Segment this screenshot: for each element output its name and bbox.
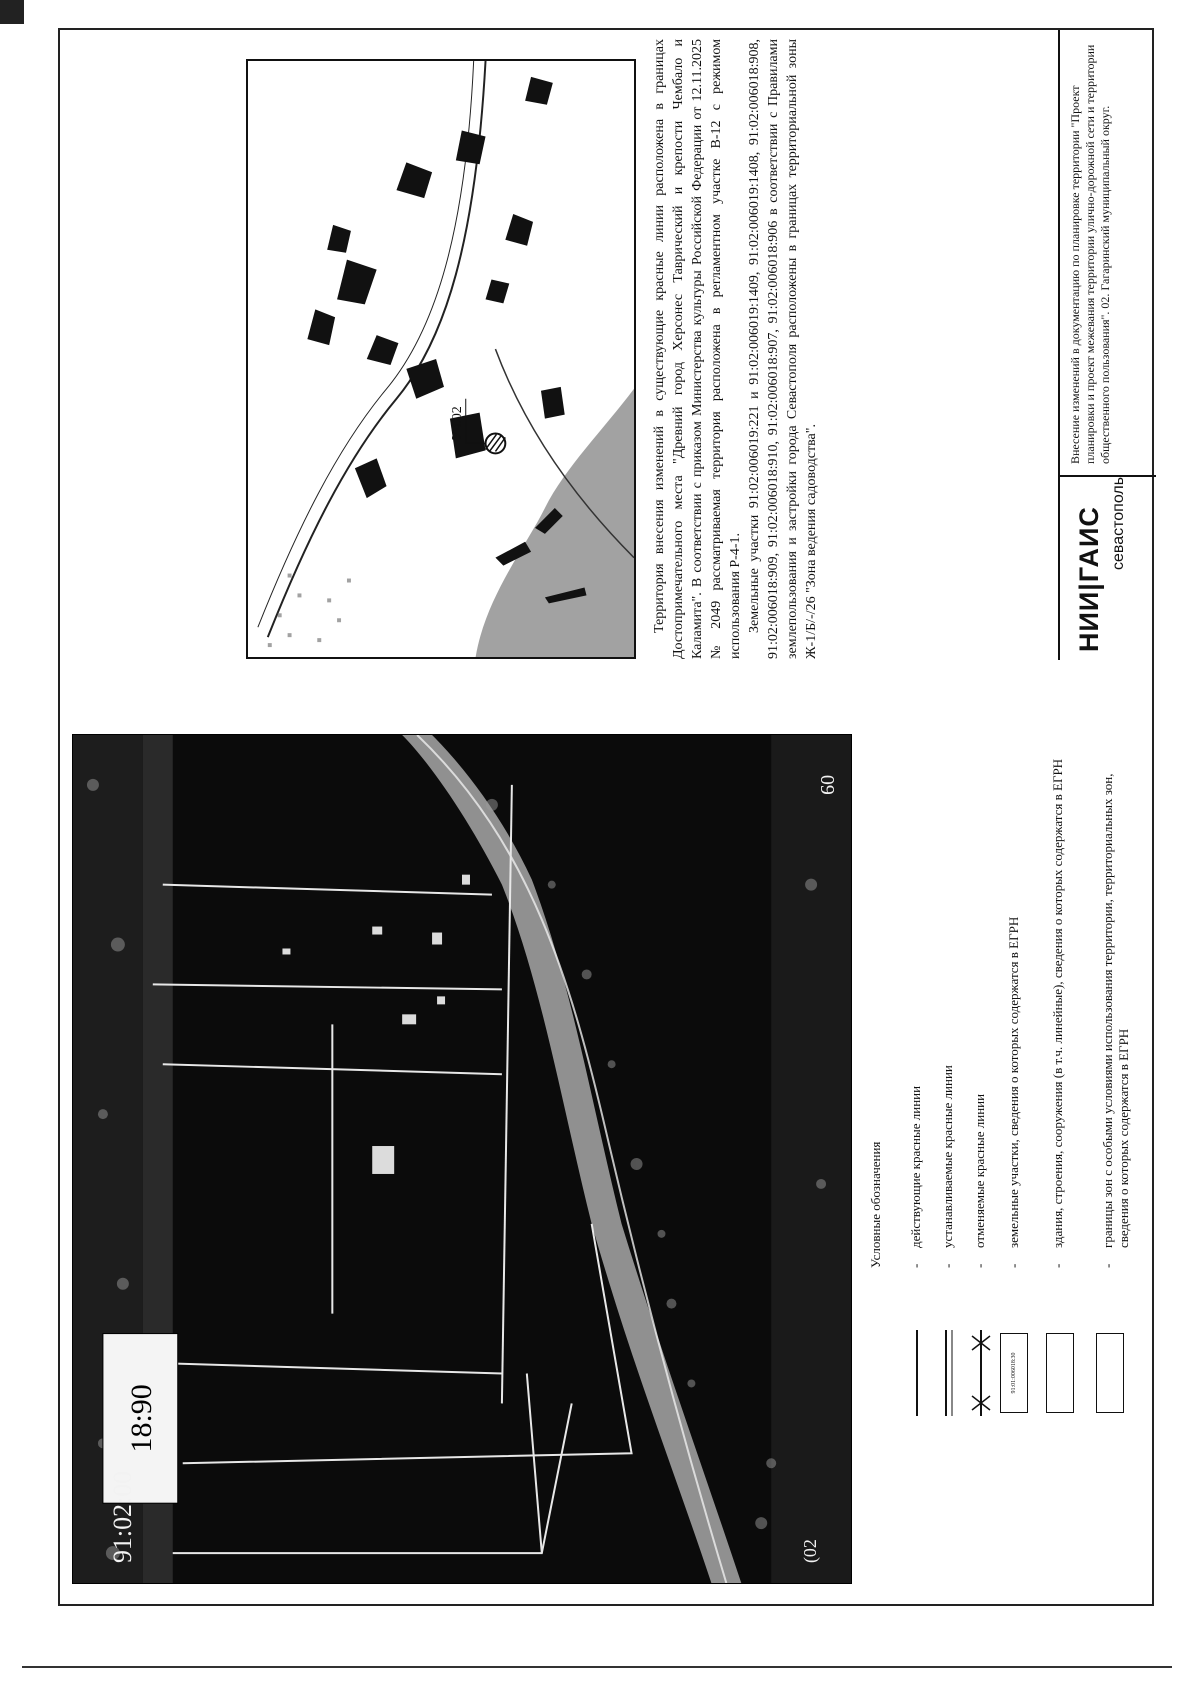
stamp-logo bbox=[1060, 475, 1156, 660]
satellite-svg bbox=[73, 735, 851, 1583]
legend-dash: - bbox=[972, 1263, 987, 1268]
notes-block bbox=[650, 39, 1050, 659]
plot-label: Уч.02 bbox=[449, 406, 465, 441]
notes-paragraph-1: Территория внесения изменений в существующие красные линии расположена в границах Достопримечательного места "Древний город Херсонес Таврический и крепости Чембало и Каламита". В соответствии с приказом Министерства культуры Российской Федерации от 12.11.2025 № 2049 рассматриваемая территория расположена в регламентном участке В-12 с режимом использования Р-4-1. bbox=[652, 39, 743, 659]
legend-title: Условные обозначения bbox=[868, 1141, 883, 1268]
legend bbox=[860, 728, 1150, 1428]
overview-map bbox=[246, 59, 636, 659]
legend-text: здания, строения, сооружения (в т.ч. линейные), сведения о которых содержатся в ЕГРН bbox=[1050, 758, 1065, 1248]
road-label-left: 09 bbox=[816, 774, 839, 795]
crossed-line-icon bbox=[966, 1328, 996, 1418]
legend-text: устанавливаемые красные линии bbox=[940, 1065, 955, 1248]
legend-dash: - bbox=[1100, 1263, 1115, 1268]
parcel-box-icon: 91:01:006018:30 bbox=[1000, 1333, 1028, 1413]
road-label-right: (02 bbox=[800, 1539, 821, 1564]
parcel-label-partial: 91:02:00 bbox=[107, 1470, 137, 1564]
stamp-description: Внесение изменений в документацию по планировке территории "Проект планировки и проект межевания территории улично-дорожной сети и территории общественного пользования". 02. Гагаринский муниципальный округ. bbox=[1068, 44, 1112, 464]
legend-dash: - bbox=[1006, 1263, 1021, 1268]
drawing-sheet bbox=[58, 28, 1154, 1606]
title-stamp bbox=[1058, 30, 1156, 660]
satellite-image bbox=[72, 734, 852, 1584]
legend-text: отменяемые красные линии bbox=[972, 1093, 987, 1248]
page-bottom-rule bbox=[22, 1666, 1172, 1668]
legend-dash: - bbox=[908, 1263, 923, 1268]
notes-paragraph-2: Земельные участки 91:02:006019:221 и 91:02:006019:1409, 91:02:006019:1408, 91:02:006018:908, 91:02:006018:909, 91:02:006018:910, 91:02:006018:907, 91:02:006018:906 в соответствии с Правилами землепользования и застройки города Севастополя расположены в границах территориальной зоны Ж-1/Б/-/26 "Зона ведения садоводства". bbox=[747, 39, 819, 659]
solid-line-icon bbox=[902, 1328, 932, 1418]
legend-text: границы зон с особыми условиями использования территории, территориальных зон, сведения о которых содержатся в ЕГРН bbox=[1100, 773, 1131, 1248]
logo-sub-text: севастополь bbox=[1110, 476, 1127, 570]
scan-artifact bbox=[0, 0, 24, 24]
logo-main-text: НИИ|ГАИС bbox=[1074, 506, 1104, 652]
zone-box-icon bbox=[1096, 1333, 1124, 1413]
legend-dash: - bbox=[1050, 1263, 1065, 1268]
building-box-icon bbox=[1046, 1333, 1074, 1413]
legend-text: земельные участки, сведения о которых содержатся в ЕГРН bbox=[1006, 916, 1021, 1248]
legend-text: действующие красные линии bbox=[908, 1085, 923, 1248]
parcel-label-box-text: 18:90 bbox=[124, 1384, 158, 1453]
rotated-layout bbox=[60, 30, 1156, 1608]
double-line-icon bbox=[934, 1328, 964, 1418]
overview-map-svg bbox=[248, 61, 634, 657]
legend-dash: - bbox=[940, 1263, 955, 1268]
